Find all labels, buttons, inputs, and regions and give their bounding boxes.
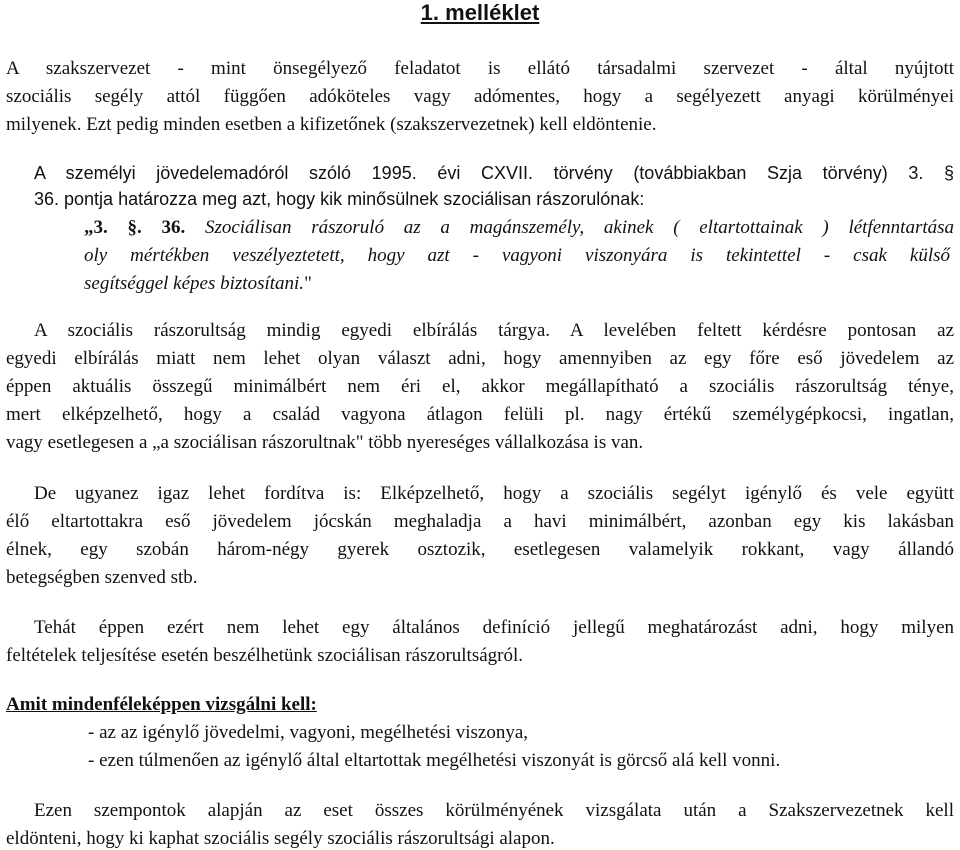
paragraph-3-line-5: vagy esetlegesen a „a szociálisan rászorultnak" több nyereséges vállalkozása is van. xyxy=(6,432,644,453)
document-title: 1. melléklet xyxy=(420,0,540,25)
quote-text-3: segítséggel képes biztosítani. xyxy=(84,273,305,294)
section-heading: Amit mindenféleképpen vizsgálni kell: xyxy=(6,694,317,715)
paragraph-3-line-2: egyedi elbírálás miatt nem lehet olyan választ adni, hogy amennyiben az egy főre eső jövedelem az xyxy=(6,348,954,369)
paragraph-2-line-2: 36. pontja határozza meg azt, hogy kik minősülnek szociálisan rászorulónak: xyxy=(34,189,645,209)
paragraph-3-line-1: A szociális rászorultság mindig egyedi elbírálás tárgya. A levelében feltett kérdésre pontosan az xyxy=(34,320,954,341)
paragraph-4-line-3: élnek, egy szobán három-négy gyerek osztozik, esetlegesen valamelyik rokkant, vagy állandó xyxy=(6,539,954,560)
quote-line-1 xyxy=(84,217,954,239)
paragraph-6-line-1: Ezen szempontok alapján az eset összes körülményének vizsgálata után a Szakszervezetnek kell xyxy=(34,800,954,821)
quote-line-3 xyxy=(84,273,312,295)
paragraph-4-line-4: betegségben szenved stb. xyxy=(6,567,198,588)
quote-text-1: Szociálisan rászoruló az a magánszemély, akinek ( eltartottainak ) létfenntartása xyxy=(204,217,955,238)
paragraph-5-line-2: feltételek teljesítése esetén beszélhetünk szociálisan rászorultságról. xyxy=(6,645,524,666)
paragraph-3-line-3: éppen aktuális összegű minimálbért nem éri el, akkor megállapítható a szociális rászorultság ténye, xyxy=(6,376,954,397)
paragraph-2-line-1: A személyi jövedelemadóról szóló 1995. évi CXVII. törvény (továbbiakban Szja törvény) 3. § xyxy=(34,163,954,183)
paragraph-3-line-4: mert elképzelhető, hogy a család vagyona átlagon felüli pl. nagy értékű személygépkocsi, ingatlan, xyxy=(6,404,954,425)
paragraph-1-line-2: szociális segély attól függően adóköteles vagy adómentes, hogy a segélyezett anyagi körülményei xyxy=(6,86,954,107)
paragraph-1-line-3: milyenek. Ezt pedig minden esetben a kifizetőnek (szakszervezetnek) kell eldöntenie. xyxy=(6,114,657,135)
list-item: - ezen túlmenően az igénylő által eltartottak megélhetési viszonyát is görcső alá kell vonni. xyxy=(88,750,781,771)
quote-line-2: oly mértékben veszélyeztetett, hogy azt - vagyoni viszonyára is tekintettel - csak külső xyxy=(84,245,950,266)
paragraph-1-line-1: A szakszervezet - mint önsegélyező feladatot is ellátó társadalmi szervezet - által nyújtott xyxy=(6,58,954,79)
quote-section-reference: „3. §. 36. xyxy=(84,217,186,238)
paragraph-5-line-1: Tehát éppen ezért nem lehet egy általános definíció jellegű meghatározást adni, hogy milyen xyxy=(34,617,954,638)
quote-closing-mark: " xyxy=(304,273,312,294)
paragraph-6-line-2: eldönteni, hogy ki kaphat szociális segély szociális rászorultsági alapon. xyxy=(6,828,555,849)
paragraph-4-line-1: De ugyanez igaz lehet fordítva is: Elképzelhető, hogy a szociális segélyt igénylő és vele együtt xyxy=(34,483,954,504)
paragraph-4-line-2: élő eltartottakra eső jövedelem jócskán meghaladja a havi minimálbért, azonban egy kis lakásban xyxy=(6,511,954,532)
list-item: - az az igénylő jövedelmi, vagyoni, megélhetési viszonya, xyxy=(88,722,529,743)
